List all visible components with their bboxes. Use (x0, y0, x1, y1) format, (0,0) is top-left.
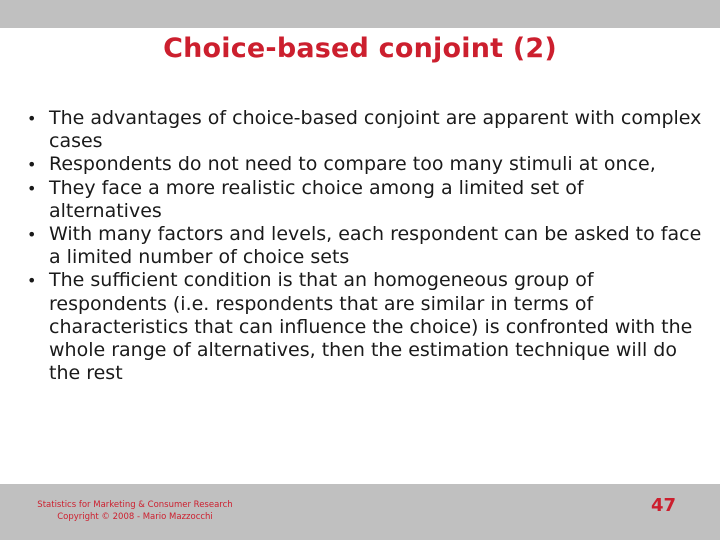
bullet-icon: • (27, 271, 37, 291)
bullet-icon: • (27, 109, 37, 128)
footer-credit (30, 499, 240, 523)
bullet-list (27, 107, 702, 385)
footer-course-title: Statistics for Marketing & Consumer Research (37, 500, 233, 510)
bullet-item (27, 177, 702, 223)
bullet-icon: • (27, 225, 37, 245)
bullet-text: The sufficient condition is that an homogeneous group of respondents (i.e. respondents that are similar in terms of characteristics that can influence the choice) is confronted with the whole range of alternatives, then the estimation technique will do the rest (49, 269, 693, 385)
page-number: 47 (650, 495, 676, 516)
slide-title: Choice-based conjoint (2) (163, 33, 557, 64)
bullet-item (27, 269, 702, 385)
bullet-icon: • (27, 178, 37, 198)
bullet-item (27, 107, 702, 153)
slide-footer (0, 484, 720, 540)
bullet-text: With many factors and levels, each respondent can be asked to face a limited number of choice sets (49, 223, 702, 269)
bullet-text: The advantages of choice-based conjoint are apparent with complex cases (49, 107, 702, 153)
bullet-icon: • (27, 155, 37, 175)
bullet-item (27, 153, 702, 176)
bullet-text: They face a more realistic choice among a limited set of alternatives (49, 176, 584, 222)
bullet-text: Respondents do not need to compare too many stimuli at once, (49, 153, 656, 176)
top-band (0, 0, 720, 28)
bullet-item (27, 223, 702, 269)
footer-copyright: Copyright © 2008 - Mario Mazzocchi (57, 512, 213, 522)
